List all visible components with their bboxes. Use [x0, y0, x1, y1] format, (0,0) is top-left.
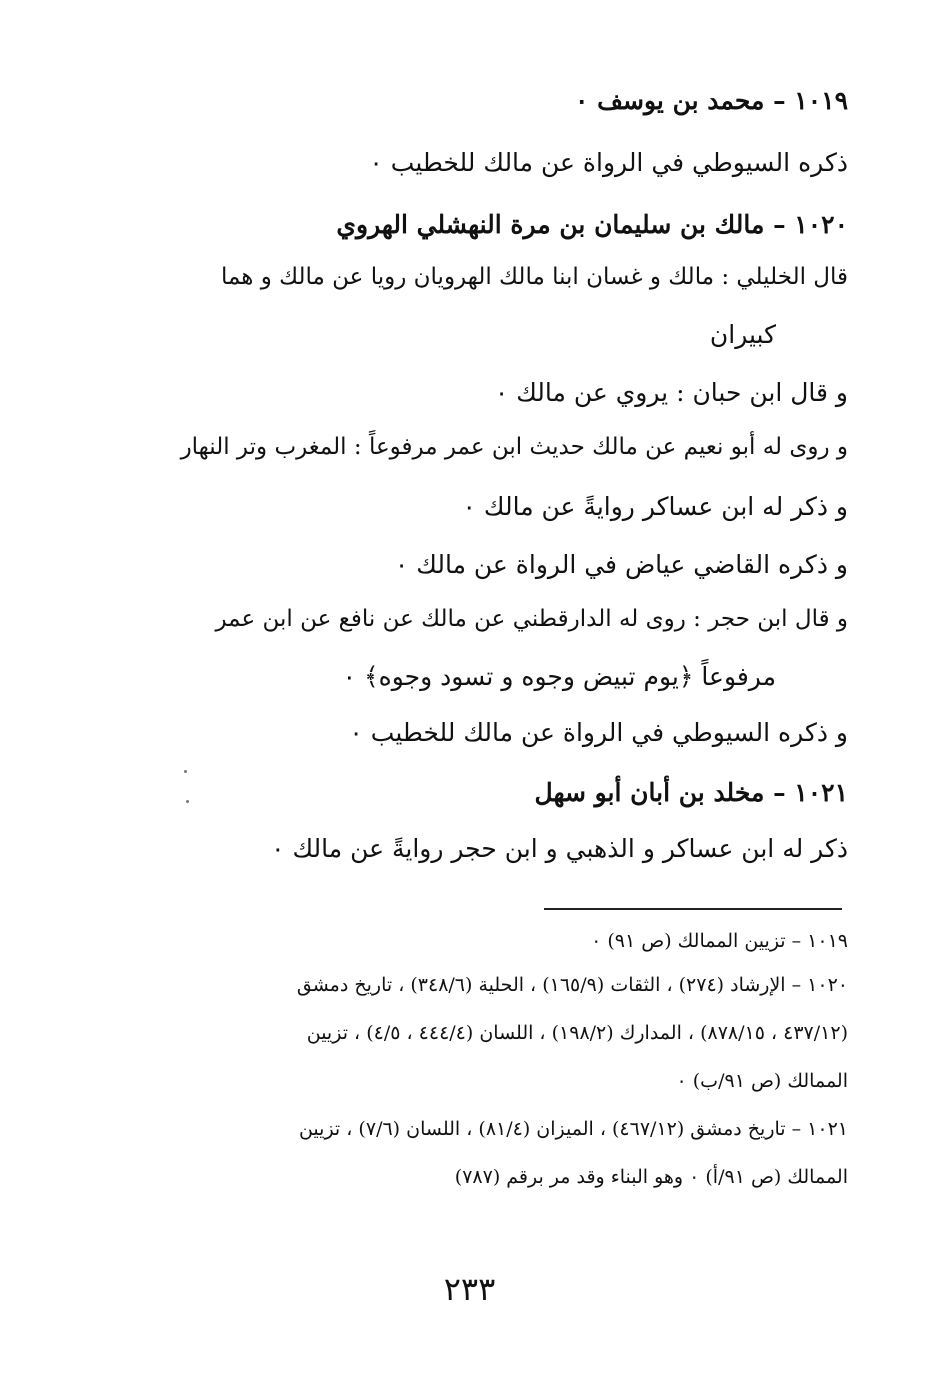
footnote-line: ١٠٢١ – تاريخ دمشق (٤٦٧/١٢) ، الميزان (٨١/٤) ، اللسان (٧/٦) ، تزيين — [298, 1118, 848, 1140]
entry-heading-1021: ١٠٢١ – مخلد بن أبان أبو سهل — [534, 778, 848, 807]
scan-speck — [184, 770, 187, 773]
footnote-line: الممالك (ص ٩١/ب) ٠ — [676, 1070, 848, 1092]
entry-line: قال الخليلي : مالك و غسان ابنا مالك الهرويان رويا عن مالك و هما — [220, 264, 848, 290]
entry-line: و ذكره القاضي عياض في الرواة عن مالك ٠ — [394, 550, 848, 579]
footnote-line: ١٠٢٠ – الإرشاد (٢٧٤) ، الثقات (١٦٥/٩) ، الحلية (٣٤٨/٦) ، تاريخ دمشق — [296, 974, 848, 996]
entry-line: و قال ابن حجر : روى له الدارقطني عن مالك عن نافع عن ابن عمر — [215, 606, 848, 632]
footnote-line: (٤٣٧/١٢ ، ٨٧٨/١٥) ، المدارك (١٩٨/٢) ، اللسان (٤٤٤/٤ ، ٤/٥) ، تزيين — [306, 1022, 848, 1044]
footnote-line: الممالك (ص ٩١/أ) ٠ وهو البناء وقد مر برقم (٧٨٧) — [454, 1166, 848, 1188]
scan-speck — [186, 800, 189, 803]
entry-line: كبيران — [709, 320, 776, 349]
entry-line: مرفوعاً ﴿يوم تبيض وجوه و تسود وجوه﴾ ٠ — [342, 662, 776, 691]
footnote-separator — [544, 908, 842, 910]
entry-line: و ذكر له ابن عساكر روايةً عن مالك ٠ — [462, 492, 848, 521]
page-number: ٢٣٣ — [443, 1270, 496, 1308]
entry-line: و روى له أبو نعيم عن مالك حديث ابن عمر مرفوعاً : المغرب وتر النهار — [180, 434, 848, 460]
entry-line: ذكره السيوطي في الرواة عن مالك للخطيب ٠ — [369, 148, 848, 177]
entry-line: و قال ابن حبان : يروي عن مالك ٠ — [494, 378, 848, 407]
entry-heading-1019: ١٠١٩ – محمد بن يوسف ٠ — [575, 86, 848, 115]
footnote-line: ١٠١٩ – تزيين الممالك (ص ٩١) ٠ — [591, 930, 848, 952]
entry-line: ذكر له ابن عساكر و الذهبي و ابن حجر روايةً عن مالك ٠ — [271, 834, 848, 863]
entry-heading-1020: ١٠٢٠ – مالك بن سليمان بن مرة النهشلي الهروي — [336, 210, 848, 239]
entry-line: و ذكره السيوطي في الرواة عن مالك للخطيب ٠ — [349, 718, 848, 747]
